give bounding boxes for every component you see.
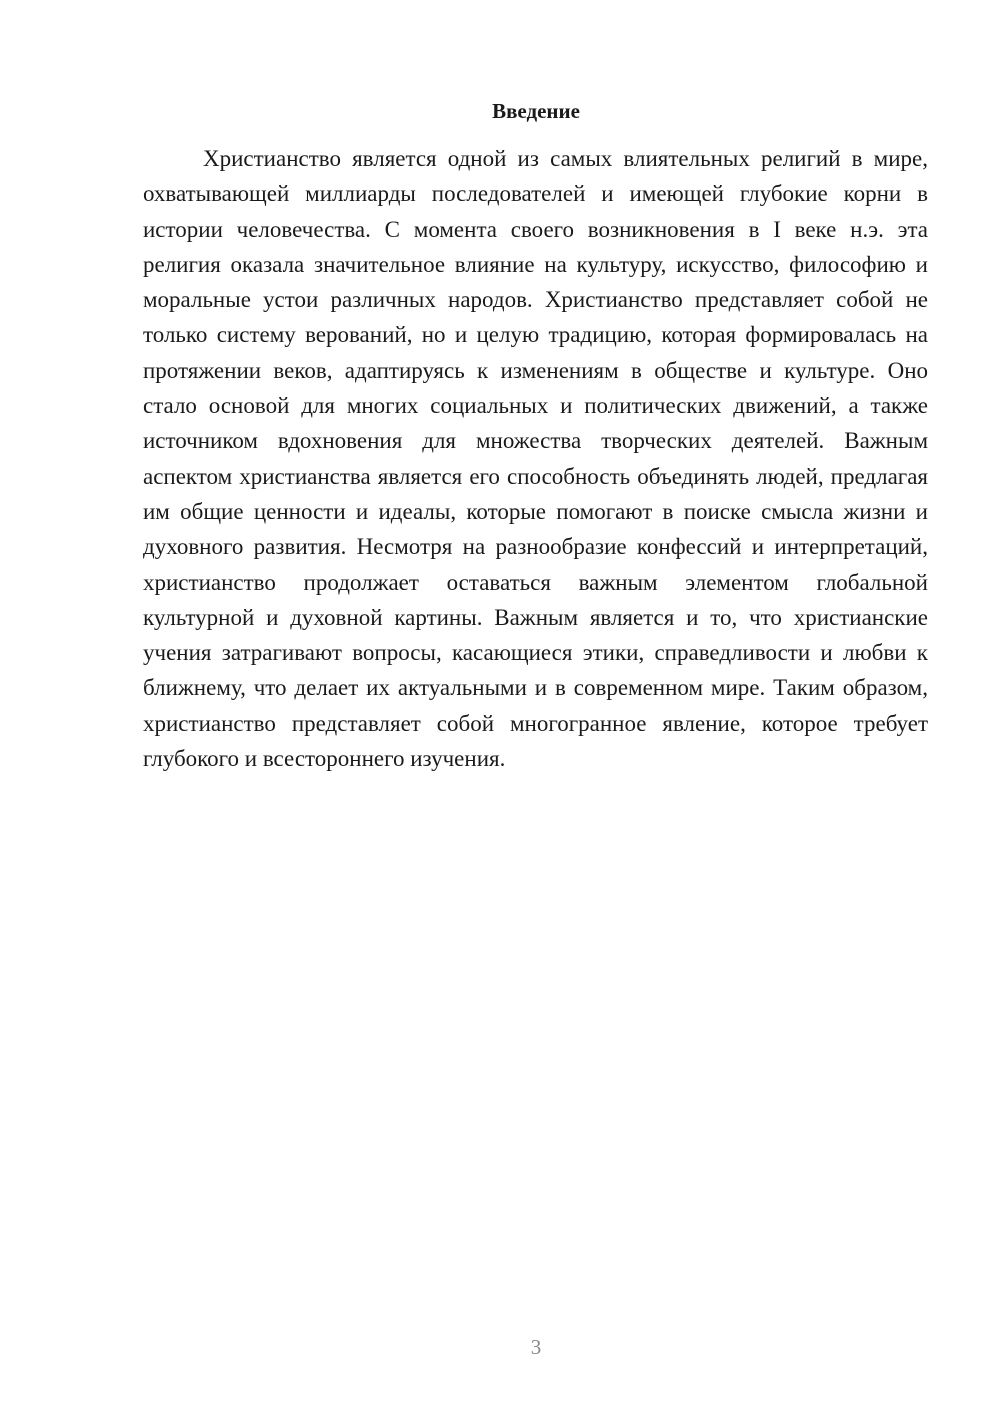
body-paragraph: Христианство является одной из самых влиятельных религий в мире, охватывающей миллиарды последователей и имеющей глубокие корни в истории человечества. С момента своего возникновения в I веке н.э. эта религия оказала значительное влияние на культуру, искусство, философию и моральные устои различных народов. Христианство представляет собой не только систему верований, но и целую традицию, которая формировалась на протяжении веков, адаптируясь к изменениям в обществе и культуре. Оно стало основой для многих социальных и политических движений, а также источником вдохновения для множества творческих деятелей. Важным аспектом христианства является его способность объединять людей, предлагая им общие ценности и идеалы, которые помогают в поиске смысла жизни и духовного развития. Несмотря на разнообразие конфессий и интерпретаций, христианство продолжает оставаться важным элементом глобальной культурной и духовной картины. Важным является и то, что христианские учения затрагивают вопросы, касающиеся этики, справедливости и любви к ближнему, что делает их актуальными и в современном мире. Таким образом, христианство представляет собой многогранное явление, которое требует глубокого и всестороннего изучения. — [143, 146, 928, 772]
section-heading: Введение — [492, 99, 580, 123]
page-number: 3 — [530, 1335, 542, 1359]
